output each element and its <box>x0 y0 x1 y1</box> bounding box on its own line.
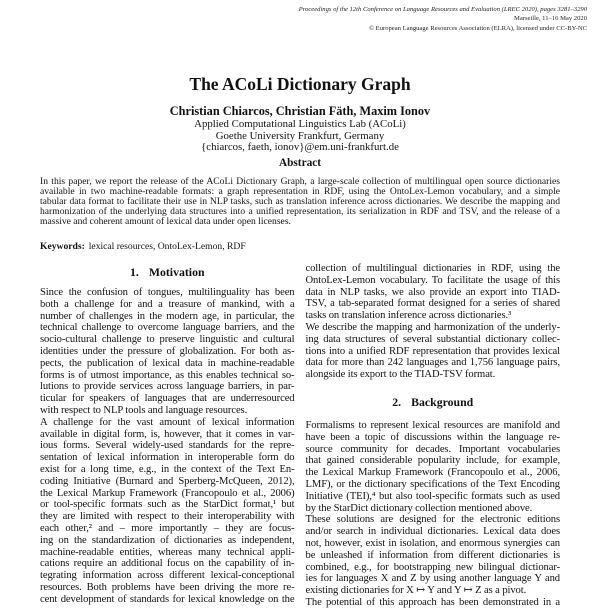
text-line: resources. Both problems have been driving the more re- <box>40 581 295 593</box>
text-line: We describe the mapping and harmonization of the underly- <box>305 321 560 333</box>
text-line: massive and coherent amount of lexical data under open licenses. <box>40 216 291 227</box>
text-line: technical challenge to overcome language barriers, and the <box>40 322 295 334</box>
proceedings-line: Proceedings of the 12th Conference on Language Resources and Evaluation (LREC 2020), pages 3281–3290 <box>298 6 587 13</box>
text-line: or tool-specific formats such as the StarDict format,¹ but <box>40 499 295 511</box>
section-number: 2. <box>392 394 402 409</box>
keywords-line <box>40 241 560 252</box>
text-line: exist for a long time, e.g., in the context of the Text En- <box>40 463 295 475</box>
text-line: pects, the publication of lexical data in machine-readable <box>40 357 295 369</box>
text-line: available in digital form, is, however, that it comes in var- <box>40 428 295 440</box>
text-line: alongside its export to the TIAD-TSV format. <box>305 369 496 381</box>
text-line: the Lexical Markup Framework (Francopoulo et al., 2006, <box>305 467 560 479</box>
section-heading <box>306 395 561 409</box>
text-line: and/or search in individual dictionaries. Lexical data does <box>305 526 560 538</box>
text-line: both a challenge for and a treasure of mankind, with a <box>40 298 295 310</box>
text-line: existing dictionaries for X ↦ Y and Y ↦ Z as a pivot. <box>305 585 527 597</box>
text-line: machine-readable entities, whereas many technical appli- <box>40 546 295 558</box>
section-title: Motivation <box>148 265 205 279</box>
section-title: Background <box>411 394 474 409</box>
text-line: The potential of this approach has been demonstrated in a <box>305 596 560 608</box>
affiliation-block <box>0 119 600 154</box>
abstract-text <box>40 177 560 227</box>
text-line: sentation of lexical information in interoperable form do <box>40 452 295 464</box>
affiliation-lab: Applied Computational Linguistics Lab (ACoLi) <box>194 118 406 130</box>
affiliation-email: {chiarcos, faeth, ionov}@em.uni-frankfurt.de <box>201 141 399 154</box>
authors-line: Christian Chiarcos, Christian Fäth, Maxim Ionov <box>169 104 431 118</box>
left-column <box>40 263 295 605</box>
text-line: have been a topic of discussions within the language re- <box>305 431 560 443</box>
text-line: by the StarDict dictionary collection mentioned above. <box>305 502 533 514</box>
text-line: cent development of standards for lexical knowledge on the <box>40 593 295 605</box>
text-line: collection of multilingual dictionaries in RDF, using the <box>305 263 560 274</box>
venue-date-line: Marseille, 11–16 May 2020 <box>513 15 587 23</box>
text-line: with respect to NLP tools and language resources. <box>40 404 248 416</box>
text-line: each other,² and – more importantly – they are focus- <box>40 522 295 534</box>
text-line: data in NLP tasks, we also provide an export into TIAD- <box>305 286 560 298</box>
text-line: tabular data format to facilitate their use in NLP tasks, such as translation inference across dictionaries. We describe the mapping and <box>40 196 560 207</box>
text-line: ies for languages X and Z by using another language Y and <box>305 573 560 585</box>
text-line: tegrating information across different lexical-conceptional <box>40 570 295 582</box>
text-line: identities under the pressure of globalization. For both as- <box>40 345 295 357</box>
text-line: A challenge for the vast amount of lexical information <box>40 416 295 428</box>
affiliation-university: Goethe University Frankfurt, Germany <box>215 129 385 142</box>
text-line: that gained considerable popularity include, for example, <box>305 455 560 467</box>
text-line: OntoLex-Lemon vocabulary. To facilitate the usage of this <box>305 274 560 286</box>
text-line: available in two machine-readable formats: a graph representation in RDF, using the OntoLex-Lemon vocabulary, and a simple <box>40 186 560 197</box>
text-line: data for more than 242 languages and 1,756 language pairs, <box>305 357 560 369</box>
text-line: forms is of utmost importance, as this enables technical so- <box>40 369 295 381</box>
text-line: Initiative (TEI),⁴ but also tool-specific formats such as used <box>305 490 560 502</box>
text-line: combined, e.g., for bootstrapping new bilingual dictionar- <box>305 561 560 573</box>
page-title: The ACoLi Dictionary Graph <box>189 74 411 94</box>
text-line: Formalisms to represent lexical resources are manifold and <box>305 419 560 431</box>
text-line: ing on the standardization of dictionaries as independent, <box>40 534 295 546</box>
text-line: tions into a unified RDF representation that provides lexical <box>305 345 560 357</box>
keywords-label: Keywords: <box>40 241 85 252</box>
abstract-heading: Abstract <box>278 157 322 169</box>
section-heading <box>40 265 295 279</box>
text-line: Since the confusion of tongues, multilinguality has been <box>40 287 295 298</box>
text-line: source community for decades. Important vocabularies <box>305 443 560 455</box>
text-line: the Lexical Markup Framework (Francopoulo et al., 2006) <box>40 487 295 499</box>
text-line: not, however, exist in isolation, and enormous synergies can <box>305 537 560 549</box>
text-line: In this paper, we report the release of the ACoLi Dictionary Graph, a large-scale collection of multilingual open source dictionaries <box>40 176 560 187</box>
text-line: lutions to provide services across language barriers, in par- <box>40 381 295 393</box>
text-line: LMF), or the dictionary specifications of the Text Encoding <box>305 478 560 490</box>
text-line: These solutions are designed for the electronic editions <box>305 514 560 526</box>
section-number: 1. <box>129 265 139 279</box>
keywords-value: lexical resources, OntoLex-Lemon, RDF <box>88 241 246 252</box>
license-line: © European Language Resources Association (ELRA), licensed under CC-BY-NC <box>369 24 587 32</box>
text-line: TSV, a tab-separated format designed for a series of shared <box>305 298 560 310</box>
right-column <box>305 263 561 608</box>
text-line: harmonization of the underlying data structures into a unified representation, its serialization in RDF and TSV, and the release of a <box>40 206 560 217</box>
text-line: cations require an additional focus on the capability of in- <box>40 558 295 570</box>
two-column-body <box>40 263 560 608</box>
text-line: socio-cultural challenge to preserve linguistic and cultural <box>40 334 295 346</box>
text-line: coding Initiative (Burnard and Sperberg-McQueen, 2012), <box>40 475 295 487</box>
text-line: ticular for speakers of languages that are underresourced <box>40 393 295 405</box>
text-line: ious forms. Several widely-used standards for the repre- <box>40 440 295 452</box>
text-line: tasks on translation inference across dictionaries.³ <box>305 310 512 322</box>
text-line: they are limited with respect to their interoperability with <box>40 511 295 523</box>
text-line: ing data structures of several substantial dictionary collec- <box>305 333 560 345</box>
proceedings-header <box>299 5 587 33</box>
text-line: be unleashed if information from different dictionaries is <box>305 549 560 561</box>
text-line: number of challenges in the modern age, in particular, the <box>40 310 295 322</box>
